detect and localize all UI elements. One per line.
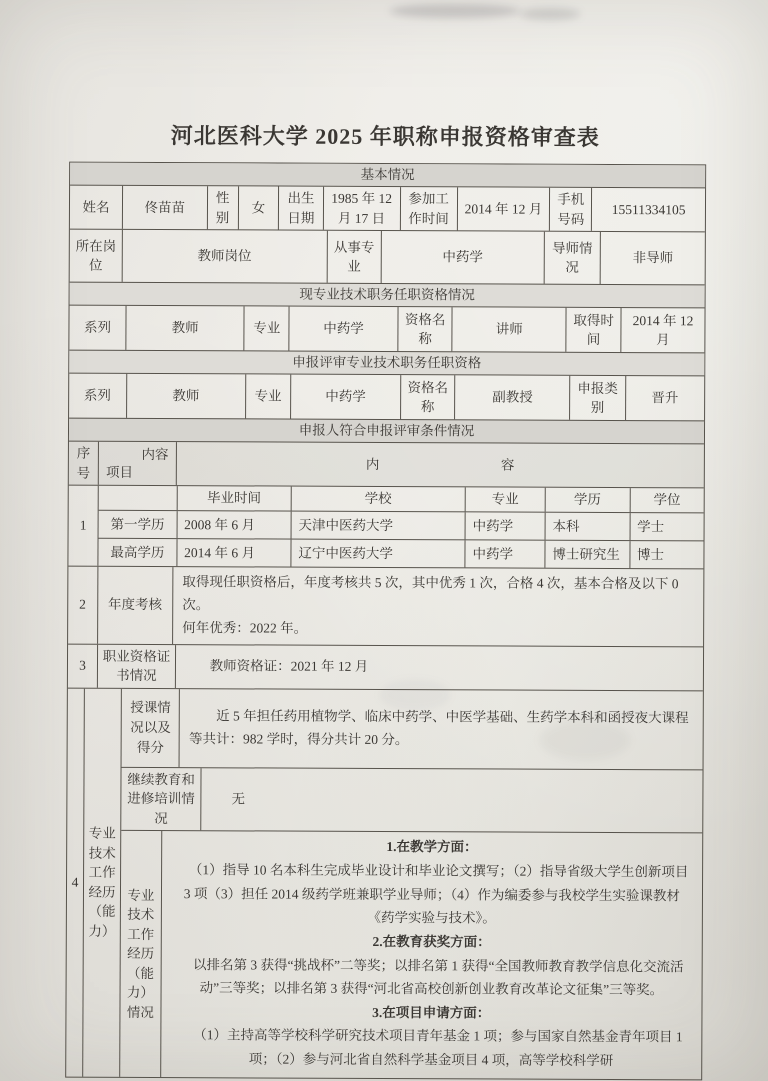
current-date-value: 2014 年 12 月 — [620, 308, 704, 352]
first-degree-school: 天津中医药大学 — [290, 511, 464, 539]
education-corner-cell — [99, 486, 177, 510]
certificate-row — [68, 643, 703, 690]
birth-date-label: 出生日期 — [278, 187, 323, 230]
phone-value: 15511334105 — [591, 188, 705, 232]
first-degree-row — [99, 510, 704, 541]
work-projects-body: （1）主持高等学校科学研究技术项目青年基金 1 项；参与国家自然基金青年项目 1 项；（2）参与河北省自然科学基金项目 4 项，高等学校科学研 — [193, 1027, 683, 1069]
current-series-value: 教师 — [125, 306, 244, 351]
experience-seq-no: 4 — [71, 874, 79, 890]
work-awards-title: 2.在教育获奖方面： — [372, 933, 491, 950]
certificate-seq-no: 3 — [79, 658, 86, 674]
experience-label: 专业技术工作经历（能力） — [82, 688, 121, 1076]
highest-degree-row — [99, 538, 704, 569]
section-header-conditions: 申报人符合申报评审条件情况 — [69, 418, 704, 444]
education-header-row — [99, 486, 704, 512]
mentor-value: 非导师 — [600, 232, 705, 284]
apply-series-value: 教师 — [126, 374, 246, 419]
basic-info-row-2 — [70, 229, 705, 285]
assessment-seq-no: 2 — [79, 597, 86, 613]
gender-value: 女 — [238, 186, 279, 229]
item-header-cell — [98, 442, 176, 485]
major-value: 中药学 — [381, 231, 544, 284]
section-header-applied-title: 申报评审专业技术职务任职资格 — [69, 350, 704, 376]
major-label: 从事专业 — [326, 231, 381, 283]
section-header-current-title: 现专业技术职务任职资格情况 — [70, 282, 705, 308]
teaching-label: 授课情况以及得分 — [130, 700, 171, 755]
seq-no-header: 序号 — [76, 445, 91, 481]
apply-type-label: 申报类别 — [569, 376, 624, 420]
first-degree-level: 本科 — [544, 513, 629, 540]
first-degree-label: 第一学历 — [110, 516, 165, 532]
work-teaching-title: 1.在教学方面： — [386, 839, 478, 855]
grad-time-header: 毕业时间 — [176, 486, 290, 510]
gender-label: 性别 — [206, 186, 237, 229]
apply-qualification-value: 副教授 — [454, 375, 569, 420]
assessment-content: 取得现任职资格后，年度考核共 5 次，其中优秀 1 次，合格 4 次，基本合格及以下 0 次。 何年优秀：2022 年。 — [172, 567, 703, 646]
experience-subtable — [119, 689, 703, 1079]
post-label: 所在岗位 — [75, 238, 117, 273]
page-title: 河北医科大学 2025 年职称申报资格审查表 — [170, 123, 600, 150]
work-experience-row — [120, 830, 702, 1079]
edu-major-header: 专业 — [465, 488, 545, 512]
apply-qualification-label: 资格名称 — [400, 375, 455, 419]
work-projects-title: 3.在项目申请方面： — [372, 1004, 491, 1021]
name-label: 姓名 — [82, 199, 110, 215]
training-row — [121, 767, 702, 833]
current-series-label: 系列 — [83, 320, 112, 336]
apply-major-label: 专业 — [245, 375, 290, 419]
certificate-label: 职业资格证书情况 — [97, 644, 175, 687]
school-header: 学校 — [291, 487, 465, 511]
experience-group-row — [66, 687, 703, 1079]
post-value: 教师岗位 — [122, 230, 327, 283]
birth-date-value: 1985 年 12 月 17 日 — [323, 187, 400, 230]
phone-label: 手机号码 — [549, 188, 591, 231]
section-header-basic-info: 基本情况 — [70, 163, 705, 188]
teaching-content — [179, 689, 703, 769]
name-value: 佟苗苗 — [122, 186, 207, 229]
highest-degree-school: 辽宁中医药大学 — [290, 539, 464, 567]
highest-degree-degree: 博士 — [629, 541, 704, 568]
current-qualification-value: 讲师 — [452, 307, 566, 351]
apply-type-value: 晋升 — [625, 376, 705, 420]
first-degree-degree: 学士 — [629, 513, 704, 540]
certificate-content: 教师资格证：2021 年 12 月 — [175, 645, 704, 690]
current-major-label: 专业 — [244, 307, 289, 351]
conditions-header-row — [69, 441, 704, 488]
highest-degree-level: 博士研究生 — [544, 541, 629, 568]
content-header-cell: 内 容 — [175, 442, 704, 487]
first-degree-major: 中药学 — [465, 512, 545, 539]
apply-major-value: 中药学 — [290, 375, 400, 419]
degree-header: 学位 — [629, 488, 704, 512]
current-qualification-label: 资格名称 — [397, 307, 451, 351]
work-teaching-body: （1）指导 10 名本科生完成毕业设计和毕业论文撰写；（2）指导省级大学生创新项目 3 项（3）担任 2014 级药学班兼职学业导师；（4）作为编委参与我校学生实验课教材《药学实验与技术》。 — [183, 862, 689, 926]
review-form-table — [65, 162, 706, 1080]
teaching-content-text: 近 5 年担任药用植物学、临床中药学、中医学基础、生药学本科和函授夜大课程等共计：982 学时，得分共计 20 分。 — [189, 708, 689, 747]
education-subtable — [98, 486, 704, 568]
edu-level-header: 学历 — [545, 488, 630, 512]
basic-info-row-1 — [70, 185, 705, 232]
teaching-row — [122, 689, 703, 770]
work-experience-label: 专业技术工作经历（能力）情况 — [126, 887, 155, 1020]
apply-series-label: 系列 — [83, 388, 111, 404]
training-content: 无 — [200, 768, 702, 833]
highest-degree-major: 中药学 — [464, 540, 544, 567]
first-degree-time: 2008 年 6 月 — [176, 511, 290, 538]
education-seq-no: 1 — [79, 517, 87, 533]
mentor-label: 导师情况 — [543, 232, 600, 284]
highest-degree-label: 最高学历 — [110, 544, 165, 560]
highest-degree-time: 2014 年 6 月 — [176, 539, 290, 566]
current-title-row — [69, 305, 704, 353]
current-major-value: 中药学 — [289, 307, 398, 351]
current-date-label: 取得时间 — [566, 308, 621, 352]
education-group-row — [68, 485, 703, 568]
training-label: 继续教育和进修培训情况 — [127, 771, 195, 826]
assessment-label: 年度考核 — [97, 567, 173, 644]
item-header-project: 项目 — [105, 464, 134, 480]
work-awards-body: 以排名第 3 获得“挑战杯”二等奖；以排名第 1 获得“全国教师教育教学信息化交流活动”三等奖；以排名第 3 获得“河北省高校创新创业教育改革论文征集”三等奖。 — [192, 956, 684, 998]
applied-title-row — [69, 373, 704, 421]
work-start-label: 参加工作时间 — [399, 187, 456, 230]
item-header-content: 内容 — [141, 447, 169, 463]
work-experience-content — [160, 831, 702, 1079]
annual-assessment-row — [68, 565, 703, 646]
work-start-value: 2014 年 12 月 — [457, 187, 550, 231]
